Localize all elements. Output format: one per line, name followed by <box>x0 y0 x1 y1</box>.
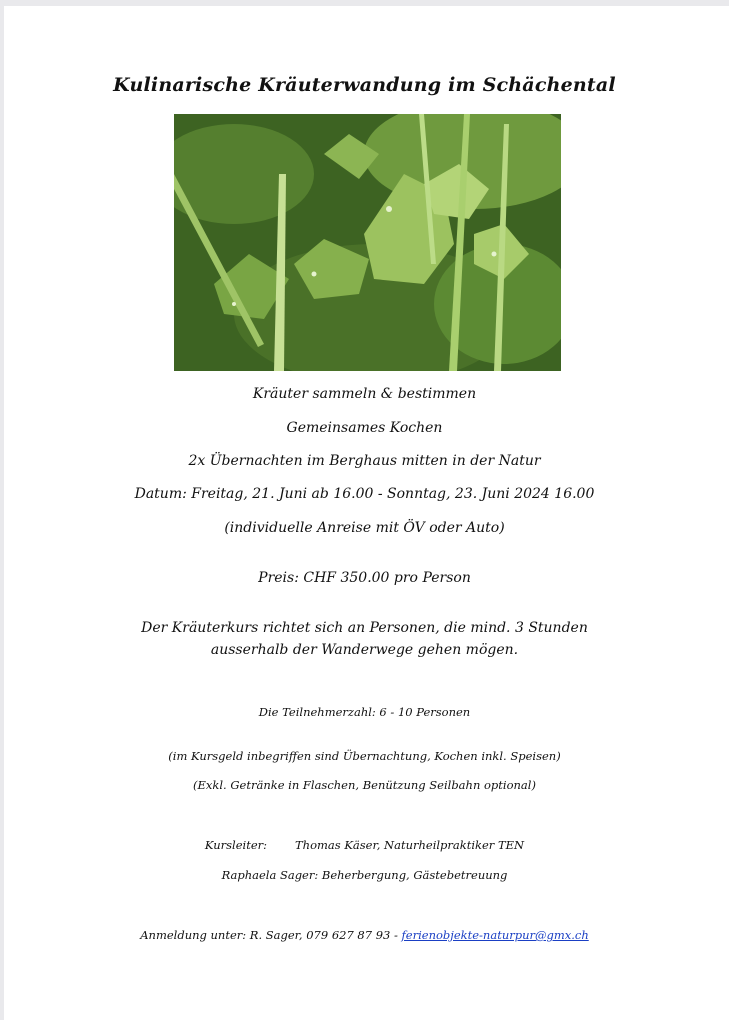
text-date: Datum: Freitag, 21. Juni ab 16.00 - Sonntag, 23. Juni 2024 16.00 <box>134 486 595 502</box>
text-excluded: (Exkl. Getränke in Flaschen, Benützung Seilbahn optional) <box>193 778 536 792</box>
text-travel: (individuelle Anreise mit ÖV oder Auto) <box>224 520 505 536</box>
text-overnight: 2x Übernachten im Berghaus mitten in der Natur <box>188 453 541 469</box>
registration-text: Anmeldung unter: R. Sager, 079 627 87 93 - <box>140 928 402 942</box>
text-cooking: Gemeinsames Kochen <box>286 420 443 436</box>
text-participants: Die Teilnehmerzahl: 6 - 10 Personen <box>258 705 471 719</box>
leader-label: Kursleiter: <box>204 838 268 852</box>
text-collect: Kräuter sammeln & bestimmen <box>252 386 477 402</box>
text-hosting: Raphaela Sager: Beherbergung, Gästebetreuung <box>221 868 508 882</box>
text-target-2: ausserhalb der Wanderwege gehen mögen. <box>210 642 519 658</box>
page-title: Kulinarische Kräuterwandung im Schächental <box>113 74 616 96</box>
leader-name: Thomas Käser, Naturheilpraktiker TEN <box>295 838 525 852</box>
course-leader <box>0 838 729 852</box>
registration <box>0 928 729 942</box>
text-price: Preis: CHF 350.00 pro Person <box>258 570 471 586</box>
text-included: (im Kursgeld inbegriffen sind Übernachtung, Kochen inkl. Speisen) <box>168 749 561 763</box>
email-link[interactable]: ferienobjekte-naturpur@gmx.ch <box>401 928 589 942</box>
text-target-1: Der Kräuterkurs richtet sich an Personen, die mind. 3 Stunden <box>141 620 588 636</box>
herbs-photo <box>174 114 561 371</box>
